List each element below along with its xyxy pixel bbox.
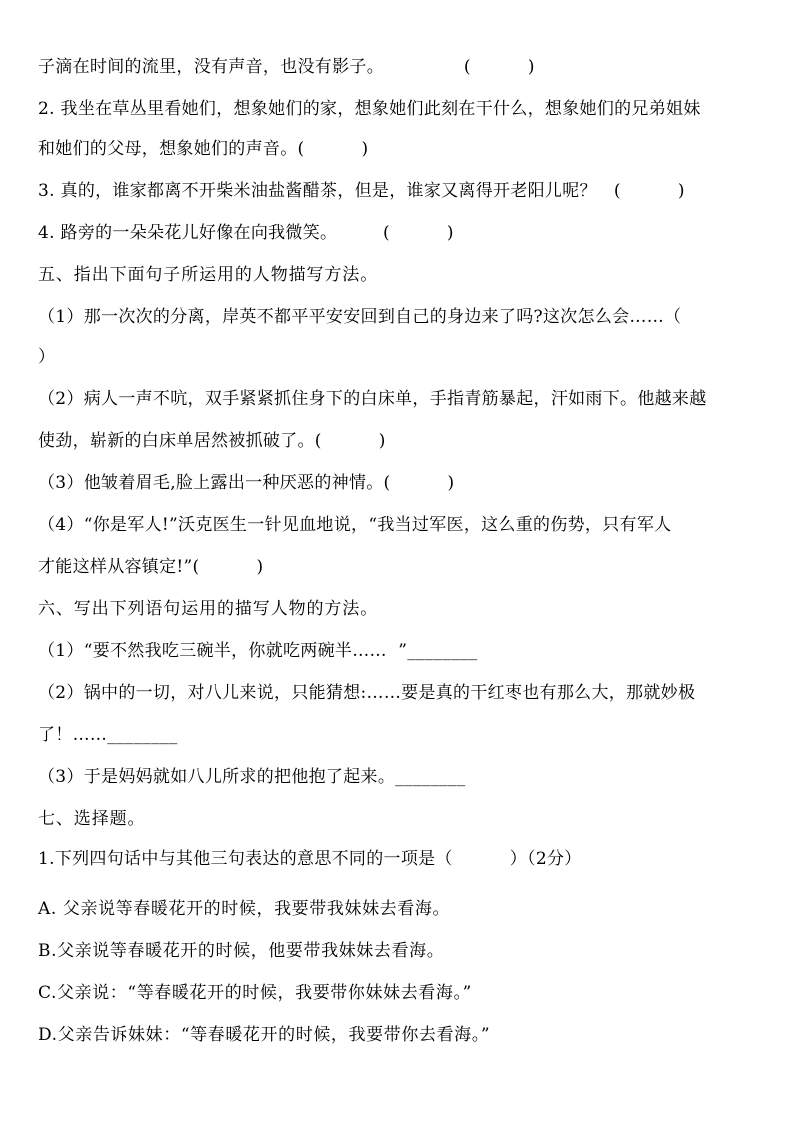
- line-q4-1-end: 子滴在时间的流里，没有声音，也没有影子。 ( ): [38, 57, 535, 77]
- line-q4-3: 3. 真的，谁家都离不开柴米油盐酱醋茶，但是，谁家又离得开老阳儿呢？ ( ): [38, 181, 685, 201]
- section-7-heading: 七、选择题。: [38, 809, 146, 829]
- line-q5-2-a: （2）病人一声不吭，双手紧紧抓住身下的白床单，手指青筋暴起，汗如雨下。他越来越: [38, 389, 707, 409]
- section-5-heading: 五、指出下面句子所运用的人物描写方法。: [38, 265, 379, 285]
- section-6-heading: 六、写出下列语句运用的描写人物的方法。: [38, 599, 379, 619]
- line-q5-1-a: （1）那一次次的分离，岸英不都平平安安回到自己的身边来了吗?这次怎么会……（: [38, 307, 682, 327]
- line-q7-1: 1.下列四句话中与其他三句表达的意思不同的一项是（ ）（2分）: [38, 849, 582, 869]
- line-q4-4: 4. 路旁的一朵朵花儿好像在向我微笑。 ( ): [38, 223, 454, 243]
- option-b: B.父亲说等春暖花开的时候，他要带我妹妹去看海。: [38, 941, 445, 961]
- line-q6-2-b: 了！……________: [38, 725, 178, 745]
- line-q5-3: （3）他皱着眉毛,脸上露出一种厌恶的神情。( ): [38, 473, 455, 493]
- line-q4-2-b: 和她们的父母，想象她们的声音。( ): [38, 139, 369, 159]
- option-d: D.父亲告诉妹妹：“等春暖花开的时候，我要带你去看海。”: [38, 1025, 491, 1045]
- line-q4-2-a: 2. 我坐在草丛里看她们，想象她们的家，想象她们此刻在干什么，想象她们的兄弟姐妹: [38, 99, 701, 119]
- option-c: C.父亲说：“等春暖花开的时候，我要带你妹妹去看海。”: [38, 983, 472, 1003]
- option-a: A. 父亲说等春暖花开的时候，我要带我妹妹去看海。: [38, 899, 451, 919]
- line-q5-4-a: （4）“你是军人!”沃克医生一针见血地说，“我当过军医，这么重的伤势，只有军人: [38, 515, 672, 535]
- line-q6-3: （3）于是妈妈就如八儿所求的把他抱了起来。________: [38, 767, 466, 787]
- line-q6-1: （1）“要不然我吃三碗半，你就吃两碗半…… ”________: [38, 641, 478, 661]
- line-q5-1-b: ）: [38, 347, 56, 367]
- line-q6-2-a: （2）锅中的一切，对八儿来说，只能猜想:……要是真的干红枣也有那么大，那就妙极: [38, 683, 696, 703]
- line-q5-4-b: 才能这样从容镇定!”( ): [38, 557, 264, 577]
- line-q5-2-b: 使劲，崭新的白床单居然被抓破了。( ): [38, 431, 386, 451]
